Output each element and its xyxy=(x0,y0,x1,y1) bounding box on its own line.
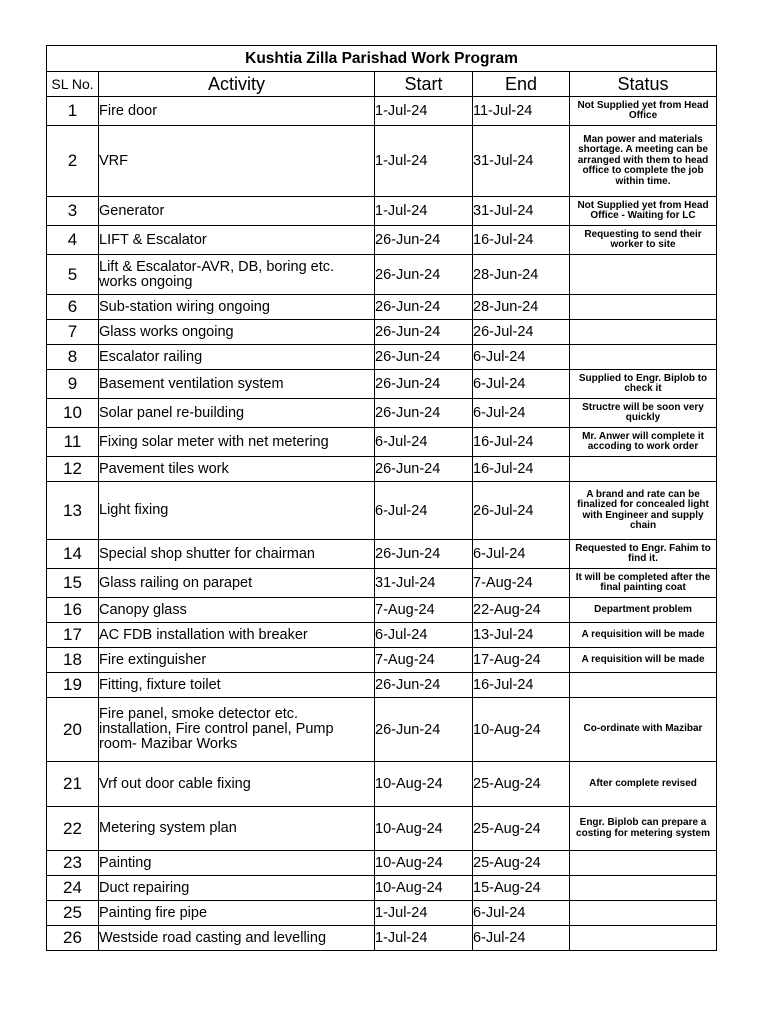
end-date-cell: 25-Aug-24 xyxy=(473,762,570,807)
start-date-cell: 26-Jun-24 xyxy=(375,370,473,399)
end-date-cell: 16-Jul-24 xyxy=(473,226,570,255)
table-row xyxy=(47,457,717,482)
status-cell: Co-ordinate with Mazibar xyxy=(570,698,717,762)
start-date-cell: 10-Aug-24 xyxy=(375,807,473,851)
activity-cell: Sub-station wiring ongoing xyxy=(99,295,375,320)
header-sl-no: SL No. xyxy=(47,72,99,97)
sl-number-cell: 12 xyxy=(47,457,99,482)
sl-number-cell: 10 xyxy=(47,399,99,428)
table-row xyxy=(47,399,717,428)
start-date-cell: 6-Jul-24 xyxy=(375,428,473,457)
sl-number-cell: 22 xyxy=(47,807,99,851)
status-cell xyxy=(570,926,717,951)
status-cell xyxy=(570,673,717,698)
end-date-cell: 6-Jul-24 xyxy=(473,540,570,569)
status-cell: Department problem xyxy=(570,598,717,623)
end-date-cell: 28-Jun-24 xyxy=(473,255,570,295)
start-date-cell: 26-Jun-24 xyxy=(375,457,473,482)
end-date-cell: 15-Aug-24 xyxy=(473,876,570,901)
sl-number-cell: 18 xyxy=(47,648,99,673)
table-row xyxy=(47,345,717,370)
status-cell xyxy=(570,320,717,345)
table-row xyxy=(47,255,717,295)
table-row xyxy=(47,295,717,320)
start-date-cell: 7-Aug-24 xyxy=(375,598,473,623)
start-date-cell: 26-Jun-24 xyxy=(375,540,473,569)
start-date-cell: 26-Jun-24 xyxy=(375,255,473,295)
activity-cell: VRF xyxy=(99,126,375,197)
sl-number-cell: 9 xyxy=(47,370,99,399)
status-cell xyxy=(570,876,717,901)
end-date-cell: 7-Aug-24 xyxy=(473,569,570,598)
header-activity: Activity xyxy=(99,72,375,97)
start-date-cell: 6-Jul-24 xyxy=(375,623,473,648)
status-cell: Requesting to send their worker to site xyxy=(570,226,717,255)
activity-cell: Painting fire pipe xyxy=(99,901,375,926)
sl-number-cell: 26 xyxy=(47,926,99,951)
end-date-cell: 6-Jul-24 xyxy=(473,370,570,399)
status-cell xyxy=(570,851,717,876)
activity-cell: Fire door xyxy=(99,97,375,126)
sl-number-cell: 1 xyxy=(47,97,99,126)
table-row xyxy=(47,320,717,345)
status-cell: Mr. Anwer will complete it accoding to work order xyxy=(570,428,717,457)
table-title: Kushtia Zilla Parishad Work Program xyxy=(47,46,717,72)
sl-number-cell: 7 xyxy=(47,320,99,345)
sl-number-cell: 2 xyxy=(47,126,99,197)
start-date-cell: 10-Aug-24 xyxy=(375,762,473,807)
end-date-cell: 11-Jul-24 xyxy=(473,97,570,126)
activity-cell: Fire extinguisher xyxy=(99,648,375,673)
activity-cell: Duct repairing xyxy=(99,876,375,901)
sl-number-cell: 6 xyxy=(47,295,99,320)
end-date-cell: 6-Jul-24 xyxy=(473,926,570,951)
end-date-cell: 16-Jul-24 xyxy=(473,428,570,457)
status-cell: A requisition will be made xyxy=(570,623,717,648)
status-cell: Structre will be soon very quickly xyxy=(570,399,717,428)
end-date-cell: 16-Jul-24 xyxy=(473,457,570,482)
table-row xyxy=(47,901,717,926)
status-cell xyxy=(570,457,717,482)
status-cell: Supplied to Engr. Biplob to check it xyxy=(570,370,717,399)
sl-number-cell: 11 xyxy=(47,428,99,457)
end-date-cell: 26-Jul-24 xyxy=(473,320,570,345)
header-status: Status xyxy=(570,72,717,97)
end-date-cell: 13-Jul-24 xyxy=(473,623,570,648)
activity-cell: Escalator railing xyxy=(99,345,375,370)
sl-number-cell: 8 xyxy=(47,345,99,370)
activity-cell: Fixing solar meter with net metering xyxy=(99,428,375,457)
status-cell: A requisition will be made xyxy=(570,648,717,673)
table-row xyxy=(47,926,717,951)
status-cell xyxy=(570,295,717,320)
start-date-cell: 10-Aug-24 xyxy=(375,876,473,901)
status-cell: Requested to Engr. Fahim to find it. xyxy=(570,540,717,569)
sl-number-cell: 13 xyxy=(47,482,99,540)
title-row xyxy=(47,46,717,72)
end-date-cell: 6-Jul-24 xyxy=(473,345,570,370)
table-row xyxy=(47,197,717,226)
table-row xyxy=(47,673,717,698)
sl-number-cell: 23 xyxy=(47,851,99,876)
work-program-table xyxy=(46,45,717,951)
sl-number-cell: 24 xyxy=(47,876,99,901)
end-date-cell: 31-Jul-24 xyxy=(473,197,570,226)
start-date-cell: 26-Jun-24 xyxy=(375,345,473,370)
start-date-cell: 26-Jun-24 xyxy=(375,673,473,698)
table-row xyxy=(47,126,717,197)
start-date-cell: 31-Jul-24 xyxy=(375,569,473,598)
end-date-cell: 28-Jun-24 xyxy=(473,295,570,320)
table-row xyxy=(47,569,717,598)
sl-number-cell: 4 xyxy=(47,226,99,255)
activity-cell: Lift & Escalator-AVR, DB, boring etc. works ongoing xyxy=(99,255,375,295)
activity-cell: Light fixing xyxy=(99,482,375,540)
status-cell xyxy=(570,255,717,295)
sl-number-cell: 5 xyxy=(47,255,99,295)
activity-cell: AC FDB installation with breaker xyxy=(99,623,375,648)
activity-cell: Canopy glass xyxy=(99,598,375,623)
start-date-cell: 1-Jul-24 xyxy=(375,97,473,126)
sl-number-cell: 25 xyxy=(47,901,99,926)
activity-cell: Generator xyxy=(99,197,375,226)
table-row xyxy=(47,648,717,673)
table-row xyxy=(47,540,717,569)
sl-number-cell: 3 xyxy=(47,197,99,226)
end-date-cell: 10-Aug-24 xyxy=(473,698,570,762)
activity-cell: Basement ventilation system xyxy=(99,370,375,399)
activity-cell: LIFT & Escalator xyxy=(99,226,375,255)
sl-number-cell: 21 xyxy=(47,762,99,807)
start-date-cell: 1-Jul-24 xyxy=(375,126,473,197)
activity-cell: Westside road casting and levelling xyxy=(99,926,375,951)
table-row xyxy=(47,482,717,540)
end-date-cell: 26-Jul-24 xyxy=(473,482,570,540)
start-date-cell: 26-Jun-24 xyxy=(375,399,473,428)
table-row xyxy=(47,428,717,457)
header-start: Start xyxy=(375,72,473,97)
status-cell: After complete revised xyxy=(570,762,717,807)
table-row xyxy=(47,698,717,762)
end-date-cell: 6-Jul-24 xyxy=(473,399,570,428)
sl-number-cell: 20 xyxy=(47,698,99,762)
status-cell xyxy=(570,901,717,926)
table-row xyxy=(47,762,717,807)
header-end: End xyxy=(473,72,570,97)
status-cell: Not Supplied yet from Head Office - Waiting for LC xyxy=(570,197,717,226)
end-date-cell: 16-Jul-24 xyxy=(473,673,570,698)
status-cell: It will be completed after the final painting coat xyxy=(570,569,717,598)
start-date-cell: 26-Jun-24 xyxy=(375,295,473,320)
status-cell: Engr. Biplob can prepare a costing for metering system xyxy=(570,807,717,851)
end-date-cell: 25-Aug-24 xyxy=(473,807,570,851)
status-cell xyxy=(570,345,717,370)
table-row xyxy=(47,623,717,648)
end-date-cell: 31-Jul-24 xyxy=(473,126,570,197)
table-row xyxy=(47,876,717,901)
activity-cell: Metering system plan xyxy=(99,807,375,851)
table-row xyxy=(47,598,717,623)
activity-cell: Glass railing on parapet xyxy=(99,569,375,598)
start-date-cell: 26-Jun-24 xyxy=(375,320,473,345)
start-date-cell: 1-Jul-24 xyxy=(375,197,473,226)
end-date-cell: 25-Aug-24 xyxy=(473,851,570,876)
table-row xyxy=(47,226,717,255)
table-row xyxy=(47,851,717,876)
header-row xyxy=(47,72,717,97)
status-cell: Man power and materials shortage. A meeting can be arranged with them to head office to complete the job within time. xyxy=(570,126,717,197)
sl-number-cell: 14 xyxy=(47,540,99,569)
activity-cell: Fire panel, smoke detector etc. installation, Fire control panel, Pump room- Mazibar Works xyxy=(99,698,375,762)
sl-number-cell: 17 xyxy=(47,623,99,648)
activity-cell: Pavement tiles work xyxy=(99,457,375,482)
start-date-cell: 6-Jul-24 xyxy=(375,482,473,540)
activity-cell: Painting xyxy=(99,851,375,876)
activity-cell: Vrf out door cable fixing xyxy=(99,762,375,807)
activity-cell: Special shop shutter for chairman xyxy=(99,540,375,569)
status-cell: Not Supplied yet from Head Office xyxy=(570,97,717,126)
end-date-cell: 6-Jul-24 xyxy=(473,901,570,926)
activity-cell: Glass works ongoing xyxy=(99,320,375,345)
activity-cell: Fitting, fixture toilet xyxy=(99,673,375,698)
end-date-cell: 22-Aug-24 xyxy=(473,598,570,623)
end-date-cell: 17-Aug-24 xyxy=(473,648,570,673)
sl-number-cell: 15 xyxy=(47,569,99,598)
table-row xyxy=(47,97,717,126)
start-date-cell: 7-Aug-24 xyxy=(375,648,473,673)
start-date-cell: 1-Jul-24 xyxy=(375,926,473,951)
sl-number-cell: 19 xyxy=(47,673,99,698)
table-row xyxy=(47,807,717,851)
sl-number-cell: 16 xyxy=(47,598,99,623)
start-date-cell: 26-Jun-24 xyxy=(375,226,473,255)
status-cell: A brand and rate can be finalized for concealed light with Engineer and supply chain xyxy=(570,482,717,540)
start-date-cell: 10-Aug-24 xyxy=(375,851,473,876)
start-date-cell: 26-Jun-24 xyxy=(375,698,473,762)
start-date-cell: 1-Jul-24 xyxy=(375,901,473,926)
activity-cell: Solar panel re-building xyxy=(99,399,375,428)
table-row xyxy=(47,370,717,399)
